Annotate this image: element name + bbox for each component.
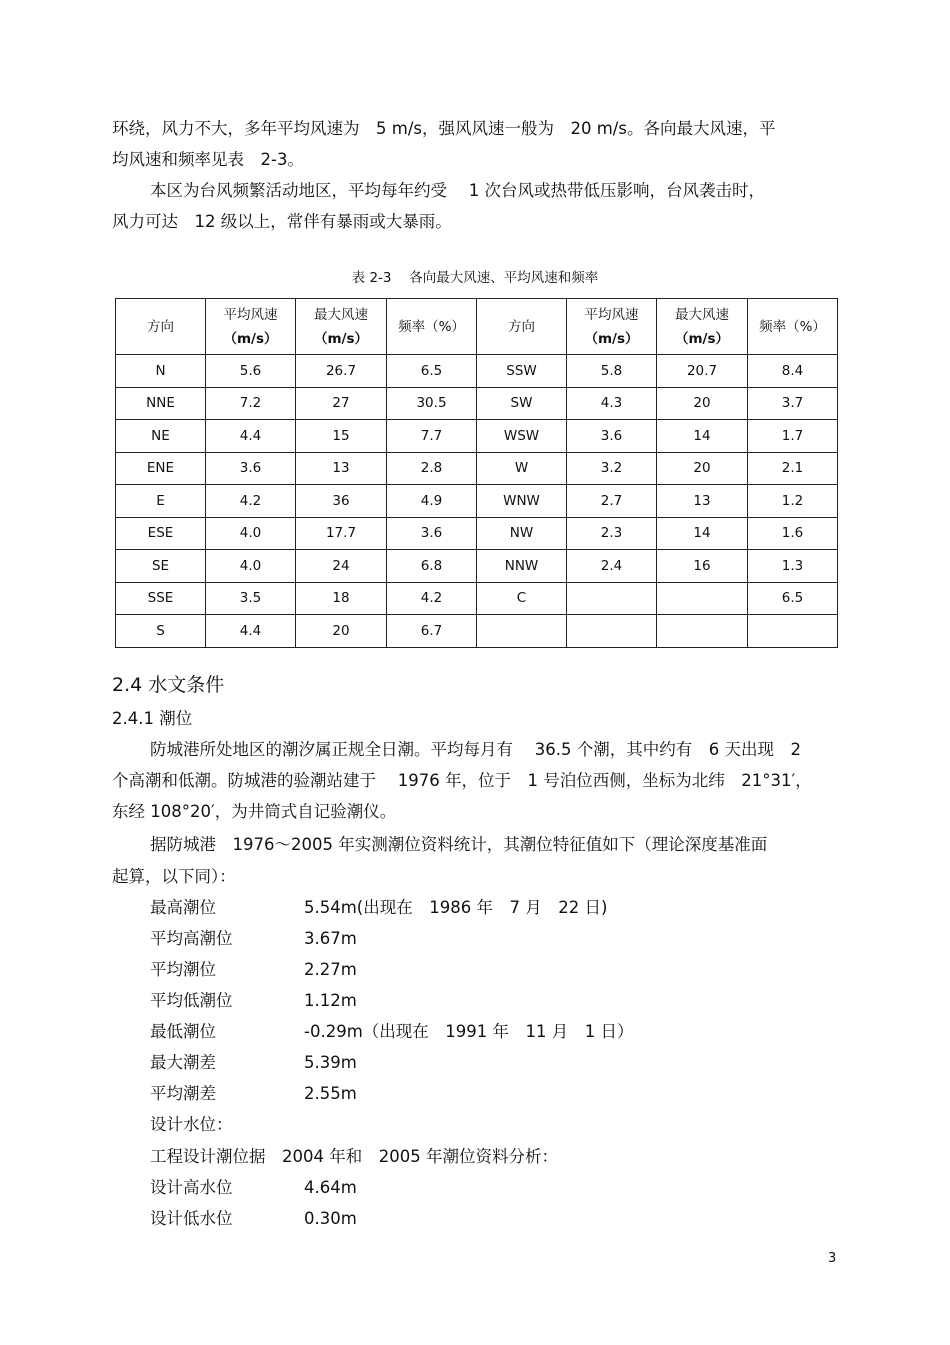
tide-level-value: 5.54m(出现在 1986 年 7 月 22 日) [304, 898, 608, 917]
table-cell: 4.4 [206, 420, 296, 453]
table-cell: 3.2 [567, 452, 657, 485]
tide-level-value: -0.29m（出现在 1991 年 11 月 1 日） [304, 1022, 634, 1041]
table-row [116, 517, 838, 550]
tide-level-label: 平均高潮位 [150, 929, 233, 948]
table-cell: 30.5 [387, 387, 477, 420]
table-row [116, 615, 838, 648]
table-cell: 3.6 [567, 420, 657, 453]
tide-paragraph-line-1: 防城港所处地区的潮汐属正规全日潮。平均每月有 36.5 个潮，其中约有 6 天出现 2 [150, 740, 801, 759]
design-level-value: 4.64m [304, 1178, 357, 1197]
table-cell: 1.6 [748, 517, 838, 550]
table-row [116, 452, 838, 485]
intro-line-3: 本区为台风频繁活动地区，平均每年约受 1 次台风或热带低压影响，台风袭击时， [150, 181, 765, 200]
table-cell: 18 [296, 582, 387, 615]
design-basis-text: 工程设计潮位据 2004 年和 2005 年潮位资料分析： [150, 1147, 558, 1166]
table-cell: S [116, 615, 206, 648]
table-cell: WSW [477, 420, 567, 453]
table-cell: C [477, 582, 567, 615]
wind-table [115, 298, 838, 648]
table-cell: 3.6 [387, 517, 477, 550]
table-cell: 20 [296, 615, 387, 648]
design-level-label: 设计低水位 [150, 1209, 233, 1228]
table-cell: 26.7 [296, 355, 387, 388]
table-cell: 27 [296, 387, 387, 420]
table-cell: NE [116, 420, 206, 453]
table-cell: 2.8 [387, 452, 477, 485]
table-cell: 2.7 [567, 485, 657, 518]
table-cell: 16 [657, 550, 748, 583]
wind-table-body [116, 355, 838, 648]
table-cell: E [116, 485, 206, 518]
table-header-row [116, 299, 838, 355]
table-cell: 3.7 [748, 387, 838, 420]
table-cell [477, 615, 567, 648]
table-row [116, 387, 838, 420]
table-cell: 15 [296, 420, 387, 453]
table-cell: N [116, 355, 206, 388]
table-cell: 4.2 [387, 582, 477, 615]
subsection-heading: 2.4.1 潮位 [112, 709, 193, 728]
table-cell: NNW [477, 550, 567, 583]
table-cell: 20 [657, 452, 748, 485]
table-cell: 20.7 [657, 355, 748, 388]
table-cell: 4.9 [387, 485, 477, 518]
table-cell: 24 [296, 550, 387, 583]
table-cell: SSW [477, 355, 567, 388]
table-cell [657, 582, 748, 615]
table-cell: NNE [116, 387, 206, 420]
tide-level-value: 2.27m [304, 960, 357, 979]
table-cell: 3.5 [206, 582, 296, 615]
table-caption: 表 2-3 各向最大风速、平均风速和频率 [351, 270, 599, 286]
stats-paragraph-line-1: 据防城港 1976～2005 年实测潮位资料统计，其潮位特征值如下（理论深度基准面 [150, 835, 768, 854]
tide-paragraph-line-3: 东经 108°20′，为井筒式自记验潮仪。 [112, 802, 397, 821]
section-heading: 2.4 水文条件 [112, 674, 225, 696]
table-cell: 4.0 [206, 550, 296, 583]
tide-level-label: 平均低潮位 [150, 991, 233, 1010]
header-max-speed: 最大风速 （m/s） [296, 299, 387, 355]
table-cell: 17.7 [296, 517, 387, 550]
table-cell: 5.8 [567, 355, 657, 388]
table-cell: 14 [657, 517, 748, 550]
table-cell: 6.7 [387, 615, 477, 648]
design-level-value: 0.30m [304, 1209, 357, 1228]
tide-paragraph-line-2: 个高潮和低潮。防城港的验潮站建于 1976 年，位于 1 号泊位西侧，坐标为北纬 21°31′， [112, 771, 812, 790]
table-cell: ENE [116, 452, 206, 485]
tide-level-label: 最低潮位 [150, 1022, 216, 1041]
table-row [116, 355, 838, 388]
header-avg-speed: 平均风速 （m/s） [567, 299, 657, 355]
header-direction: 方向 [477, 299, 567, 355]
table-cell: NW [477, 517, 567, 550]
table-cell: 36 [296, 485, 387, 518]
table-cell [567, 582, 657, 615]
stats-paragraph-line-2: 起算，以下同）： [112, 867, 236, 886]
design-level-label: 设计高水位 [150, 1178, 233, 1197]
table-cell: 14 [657, 420, 748, 453]
intro-line-2: 均风速和频率见表 2-3。 [112, 150, 304, 169]
header-direction: 方向 [116, 299, 206, 355]
intro-line-4: 风力可达 12 级以上，常伴有暴雨或大暴雨。 [112, 212, 452, 231]
table-cell: 4.2 [206, 485, 296, 518]
tide-level-value: 3.67m [304, 929, 357, 948]
table-cell: SW [477, 387, 567, 420]
tide-level-value: 1.12m [304, 991, 357, 1010]
tide-level-label: 最高潮位 [150, 898, 216, 917]
table-row [116, 550, 838, 583]
table-cell: WNW [477, 485, 567, 518]
table-row [116, 420, 838, 453]
design-water-level-title: 设计水位： [150, 1115, 233, 1134]
table-cell: 7.2 [206, 387, 296, 420]
table-cell: ESE [116, 517, 206, 550]
table-row [116, 485, 838, 518]
table-cell: SE [116, 550, 206, 583]
tide-level-label: 平均潮差 [150, 1084, 216, 1103]
table-cell: 4.4 [206, 615, 296, 648]
header-frequency: 频率（%） [387, 299, 477, 355]
table-cell: 13 [296, 452, 387, 485]
table-cell: 13 [657, 485, 748, 518]
tide-level-value: 5.39m [304, 1053, 357, 1072]
table-cell: 6.5 [748, 582, 838, 615]
table-cell [567, 615, 657, 648]
table-cell: W [477, 452, 567, 485]
intro-line-1: 环绕，风力不大，多年平均风速为 5 m/s，强风风速一般为 20 m/s。各向最大风速，平 [112, 119, 776, 138]
tide-level-value: 2.55m [304, 1084, 357, 1103]
table-cell: 4.3 [567, 387, 657, 420]
table-cell: SSE [116, 582, 206, 615]
header-max-speed: 最大风速 （m/s） [657, 299, 748, 355]
table-cell: 6.5 [387, 355, 477, 388]
page-number: 3 [828, 1251, 837, 1266]
table-cell: 3.6 [206, 452, 296, 485]
table-cell [657, 615, 748, 648]
header-avg-speed: 平均风速 （m/s） [206, 299, 296, 355]
table-cell: 6.8 [387, 550, 477, 583]
header-frequency: 频率（%） [748, 299, 838, 355]
table-cell [748, 615, 838, 648]
tide-level-label: 平均潮位 [150, 960, 216, 979]
table-cell: 1.3 [748, 550, 838, 583]
table-row [116, 582, 838, 615]
table-cell: 2.1 [748, 452, 838, 485]
table-cell: 2.4 [567, 550, 657, 583]
table-cell: 4.0 [206, 517, 296, 550]
table-cell: 1.7 [748, 420, 838, 453]
table-cell: 5.6 [206, 355, 296, 388]
tide-level-label: 最大潮差 [150, 1053, 216, 1072]
table-cell: 2.3 [567, 517, 657, 550]
table-cell: 1.2 [748, 485, 838, 518]
table-cell: 7.7 [387, 420, 477, 453]
table-cell: 8.4 [748, 355, 838, 388]
table-cell: 20 [657, 387, 748, 420]
